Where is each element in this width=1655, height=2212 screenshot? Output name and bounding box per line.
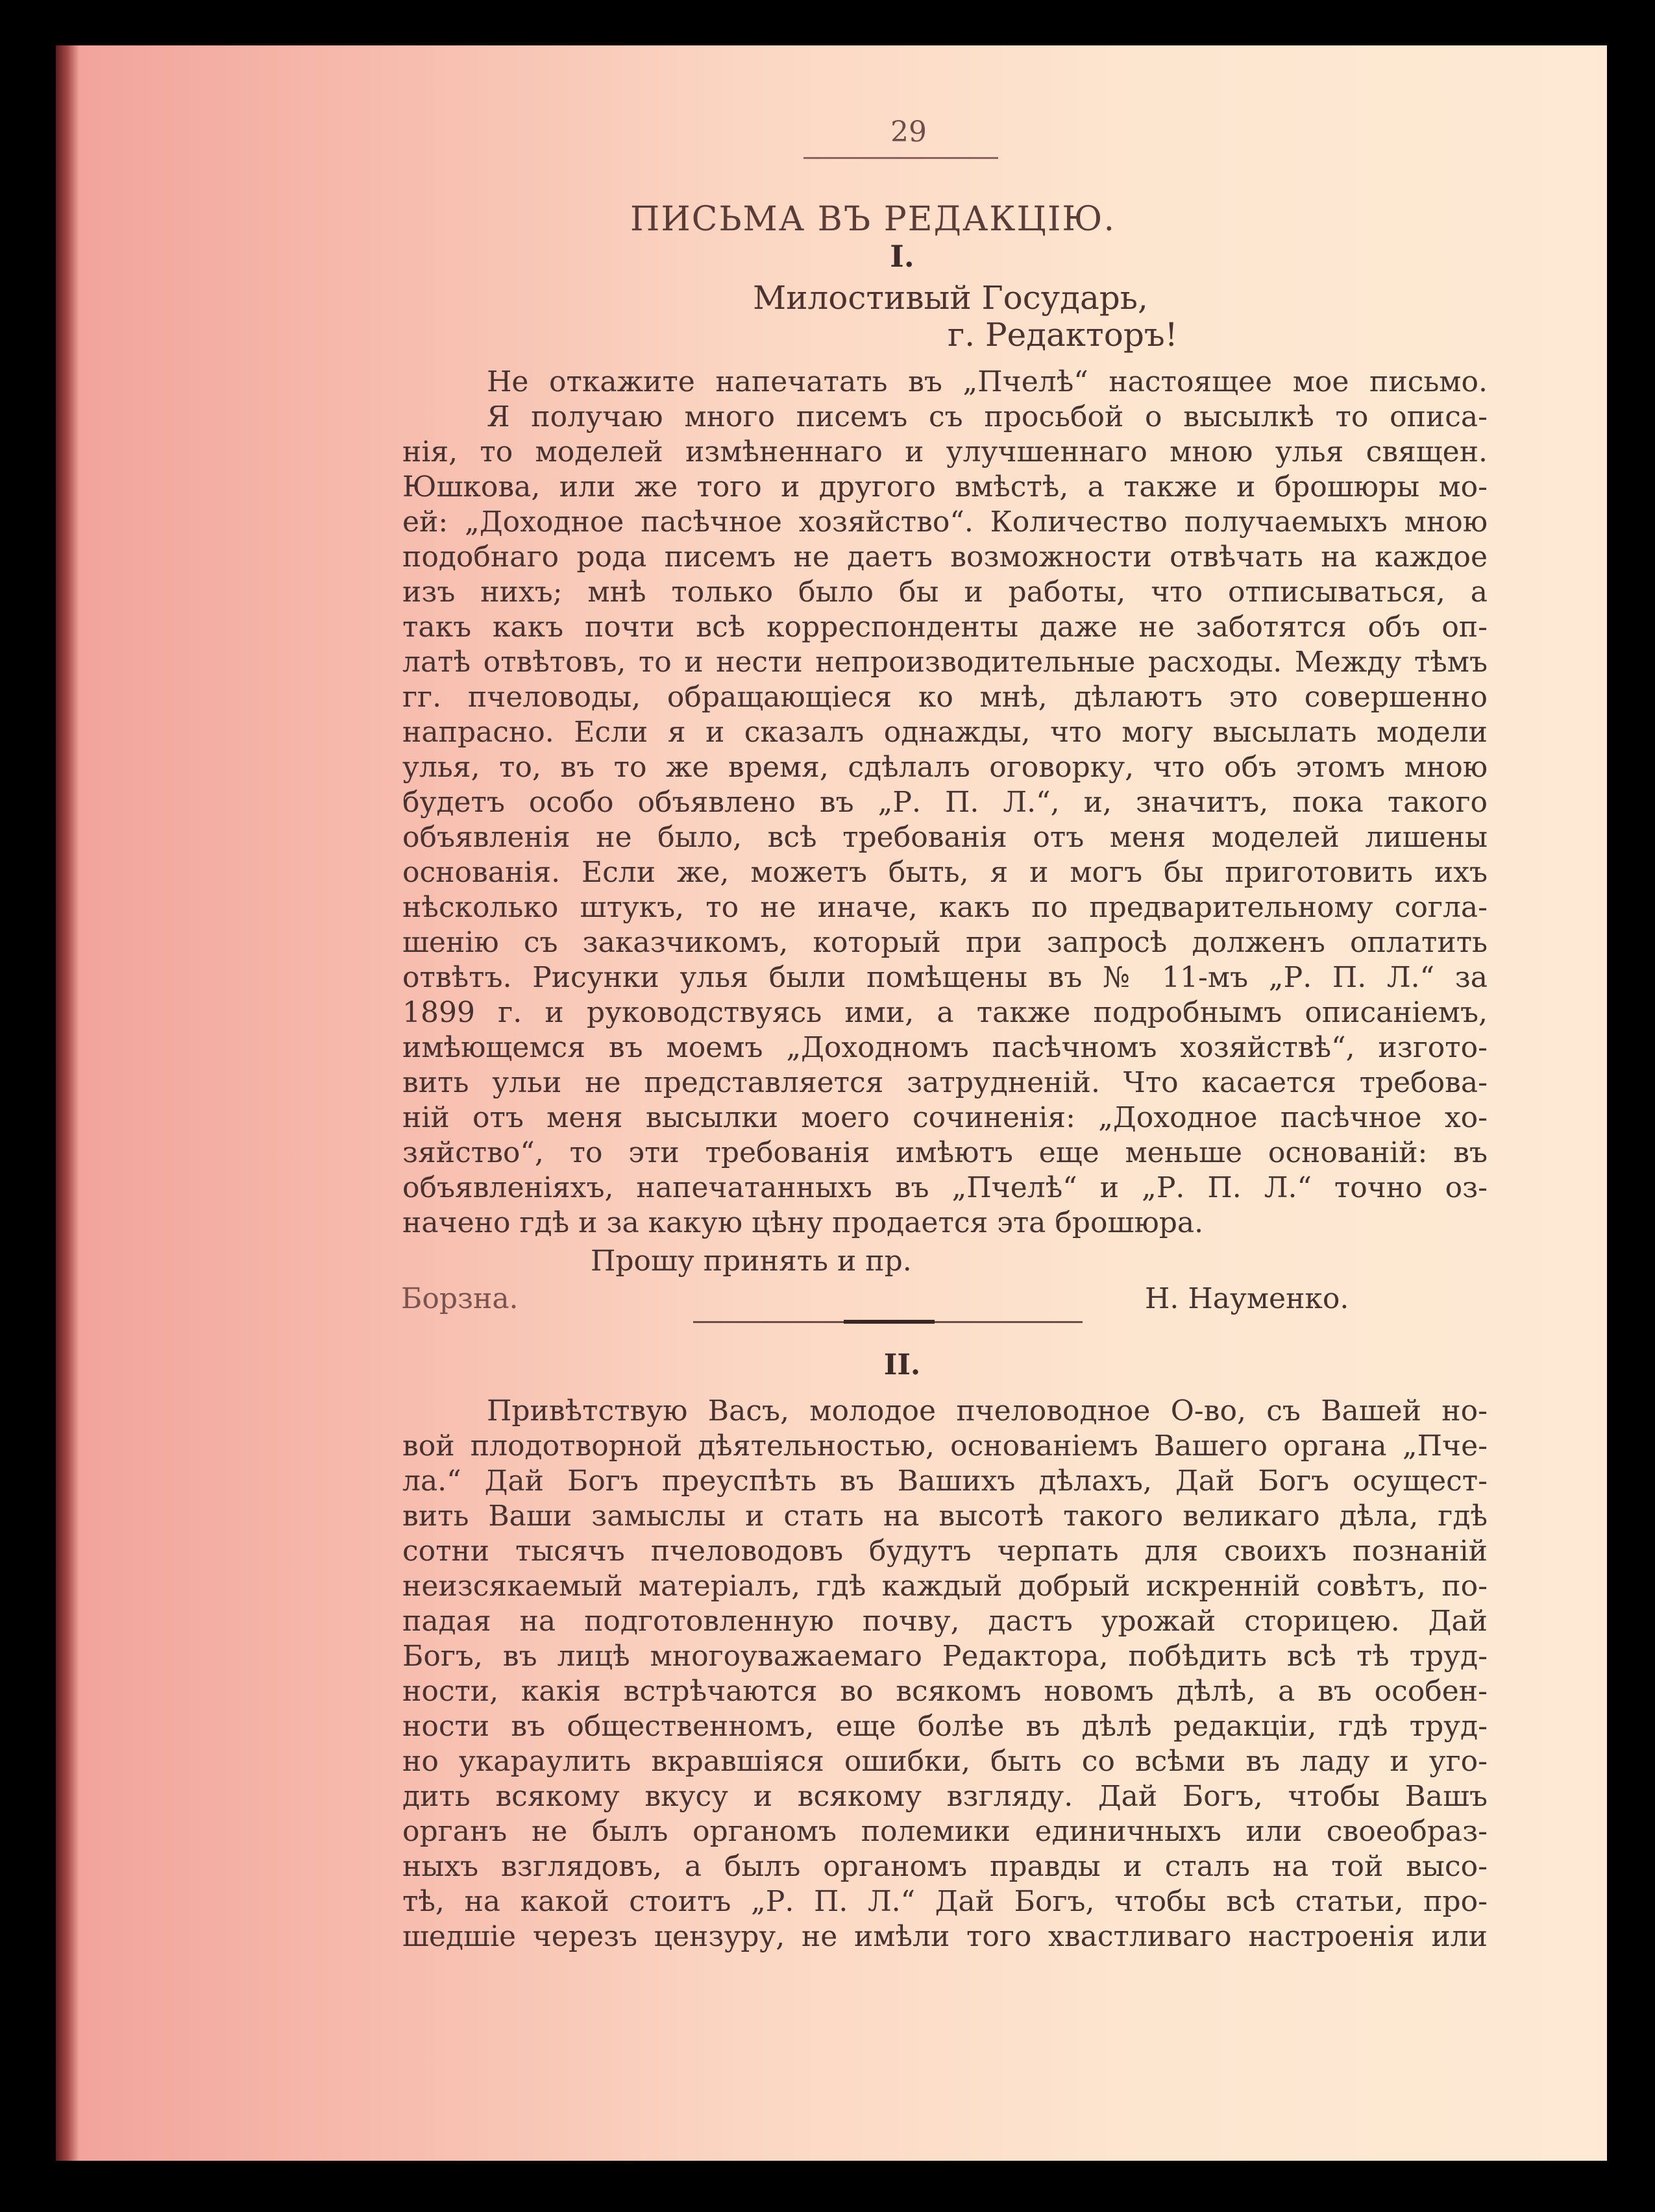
page-number-rule [803,157,998,159]
letter-2-numeral: II. [883,1348,921,1381]
page-number: 29 [890,115,927,149]
letter-1-line: шенію съ заказчикомъ, который при запросѣ долженъ оплатить [402,926,1488,959]
letter-2-line: органъ не былъ органомъ полемики единичныхъ или своеобраз- [402,1815,1488,1848]
letter-1-place: Борзна. [401,1282,519,1315]
letter-1-author: Н. Науменко. [1145,1282,1349,1315]
letter-1-line: ній отъ меня высылки моего сочиненія: „Доходное пасѣчное хо- [402,1101,1488,1134]
letter-1-line: напрасно. Если я и сказалъ однажды, что могу высылать модели [402,716,1488,749]
letter-2-line: шедшіе черезъ цензуру, не имѣли того хвастливаго настроенія или [402,1920,1488,1953]
letter-2-line: тѣ, на какой стоитъ „Р. П. Л.“ Дай Богъ, чтобы всѣ статьи, про- [402,1885,1488,1918]
letter-2-line: ности въ общественномъ, еще болѣе въ дѣлѣ редакціи, гдѣ труд- [402,1710,1488,1743]
letter-1-closing: Прошу принять и пр. [591,1245,912,1278]
letter-1-line: начено гдѣ и за какую цѣну продается эта брошюра. [402,1206,1204,1239]
letter-1-line: отвѣтъ. Рисунки улья были помѣщены въ № 11-мъ „Р. П. Л.“ за [402,961,1488,994]
letter-2-line: дить всякому вкусу и всякому взгляду. Дай Богъ, чтобы Вашъ [402,1780,1488,1813]
letter-2-line: но укараулить вкравшіяся ошибки, быть со всѣми въ ладу и уго- [402,1745,1488,1778]
section-divider-center [844,1320,935,1324]
section-title: ПИСЬМА ВЪ РЕДАКЦІЮ. [630,200,1116,239]
letter-1-line: гг. пчеловоды, обращающіеся ко мнѣ, дѣлаютъ это совершенно [402,681,1488,714]
letter-1-line: Я получаю много писемъ съ просьбой о высылкѣ то описа- [487,400,1488,433]
letter-1-line: основанія. Если же, можетъ быть, я и могъ бы приготовить ихъ [402,856,1488,889]
letter-2-line: неизсякаемый матеріалъ, гдѣ каждый добрый искренній совѣтъ, по- [402,1570,1488,1603]
letter-2-line: вой плодотворной дѣятельностью, основаніемъ Вашего органа „Пче- [402,1429,1488,1463]
letter-2-line: ныхъ взглядовъ, а былъ органомъ правды и сталъ на той высо- [402,1850,1488,1883]
letter-1-line: будетъ особо объявлено въ „Р. П. Л.“, и, значитъ, пока такого [402,786,1488,819]
binding-shadow [56,45,79,2161]
letter-1-addressee: г. Редакторъ! [948,316,1178,354]
letter-1-line: Юшкова, или же того и другого вмѣстѣ, а также и брошюры мо- [402,470,1488,504]
letter-1-line: объявленіяхъ, напечатанныхъ въ „Пчелѣ“ и „Р. П. Л.“ точно оз- [402,1171,1488,1204]
letter-2-line: вить Ваши замыслы и стать на высотѣ такого великаго дѣла, гдѣ [402,1500,1488,1533]
letter-2-line: падая на подготовленную почву, дастъ урожай сторицею. Дай [402,1605,1488,1638]
letter-1-line: объявленія не было, всѣ требованія отъ меня моделей лишены [402,821,1488,854]
letter-2-line: ла.“ Дай Богъ преуспѣть въ Вашихъ дѣлахъ, Дай Богъ осущест- [402,1465,1488,1498]
letter-1-numeral: I. [890,239,914,274]
letter-1-line: латѣ отвѣтовъ, то и нести непроизводительные расходы. Между тѣмъ [402,646,1488,679]
letter-1-line: такъ какъ почти всѣ корреспонденты даже не заботятся объ оп- [402,611,1488,644]
letter-1-line: ей: „Доходное пасѣчное хозяйство“. Количество получаемыхъ мною [402,505,1488,539]
letter-1-line: нѣсколько штукъ, то не иначе, какъ по предварительному согла- [402,891,1488,924]
letter-1-line: нія, то моделей измѣненнаго и улучшеннаго мною улья священ. [402,435,1488,468]
letter-1-line: подобнаго рода писемъ не даетъ возможности отвѣчать на каждое [402,541,1488,574]
letter-1-line: Не откажите напечатать въ „Пчелѣ“ настоящее мое письмо. [487,365,1488,398]
letter-1-line: улья, то, въ то же время, сдѣлалъ оговорку, что объ этомъ мною [402,751,1488,784]
letter-1-salutation: Милостивый Государь, [753,279,1148,317]
letter-2-line: Привѣтствую Васъ, молодое пчеловодное О-во, съ Вашей но- [487,1394,1488,1428]
letter-1-line: имѣющемся въ моемъ „Доходномъ пасѣчномъ хозяйствѣ“, изгото- [402,1031,1488,1064]
letter-1-line: вить ульи не представляется затрудненій. Что касается требова- [402,1066,1488,1099]
letter-1-line: изъ нихъ; мнѣ только было бы и работы, что отписываться, а [402,576,1488,609]
letter-1-line: 1899 г. и руководствуясь ими, а также подробнымъ описаніемъ, [402,996,1488,1029]
letter-1-line: зяйство“, то эти требованія имѣютъ еще меньше основаній: въ [402,1136,1488,1169]
letter-2-line: ности, какія встрѣчаются во всякомъ новомъ дѣлѣ, а въ особен- [402,1675,1488,1708]
scan-bottom-edge [0,2161,1655,2212]
letter-2-line: сотни тысячъ пчеловодовъ будутъ черпать для своихъ познаній [402,1535,1488,1568]
letter-2-line: Богъ, въ лицѣ многоуважаемаго Редактора, побѣдить всѣ тѣ труд- [402,1640,1488,1673]
